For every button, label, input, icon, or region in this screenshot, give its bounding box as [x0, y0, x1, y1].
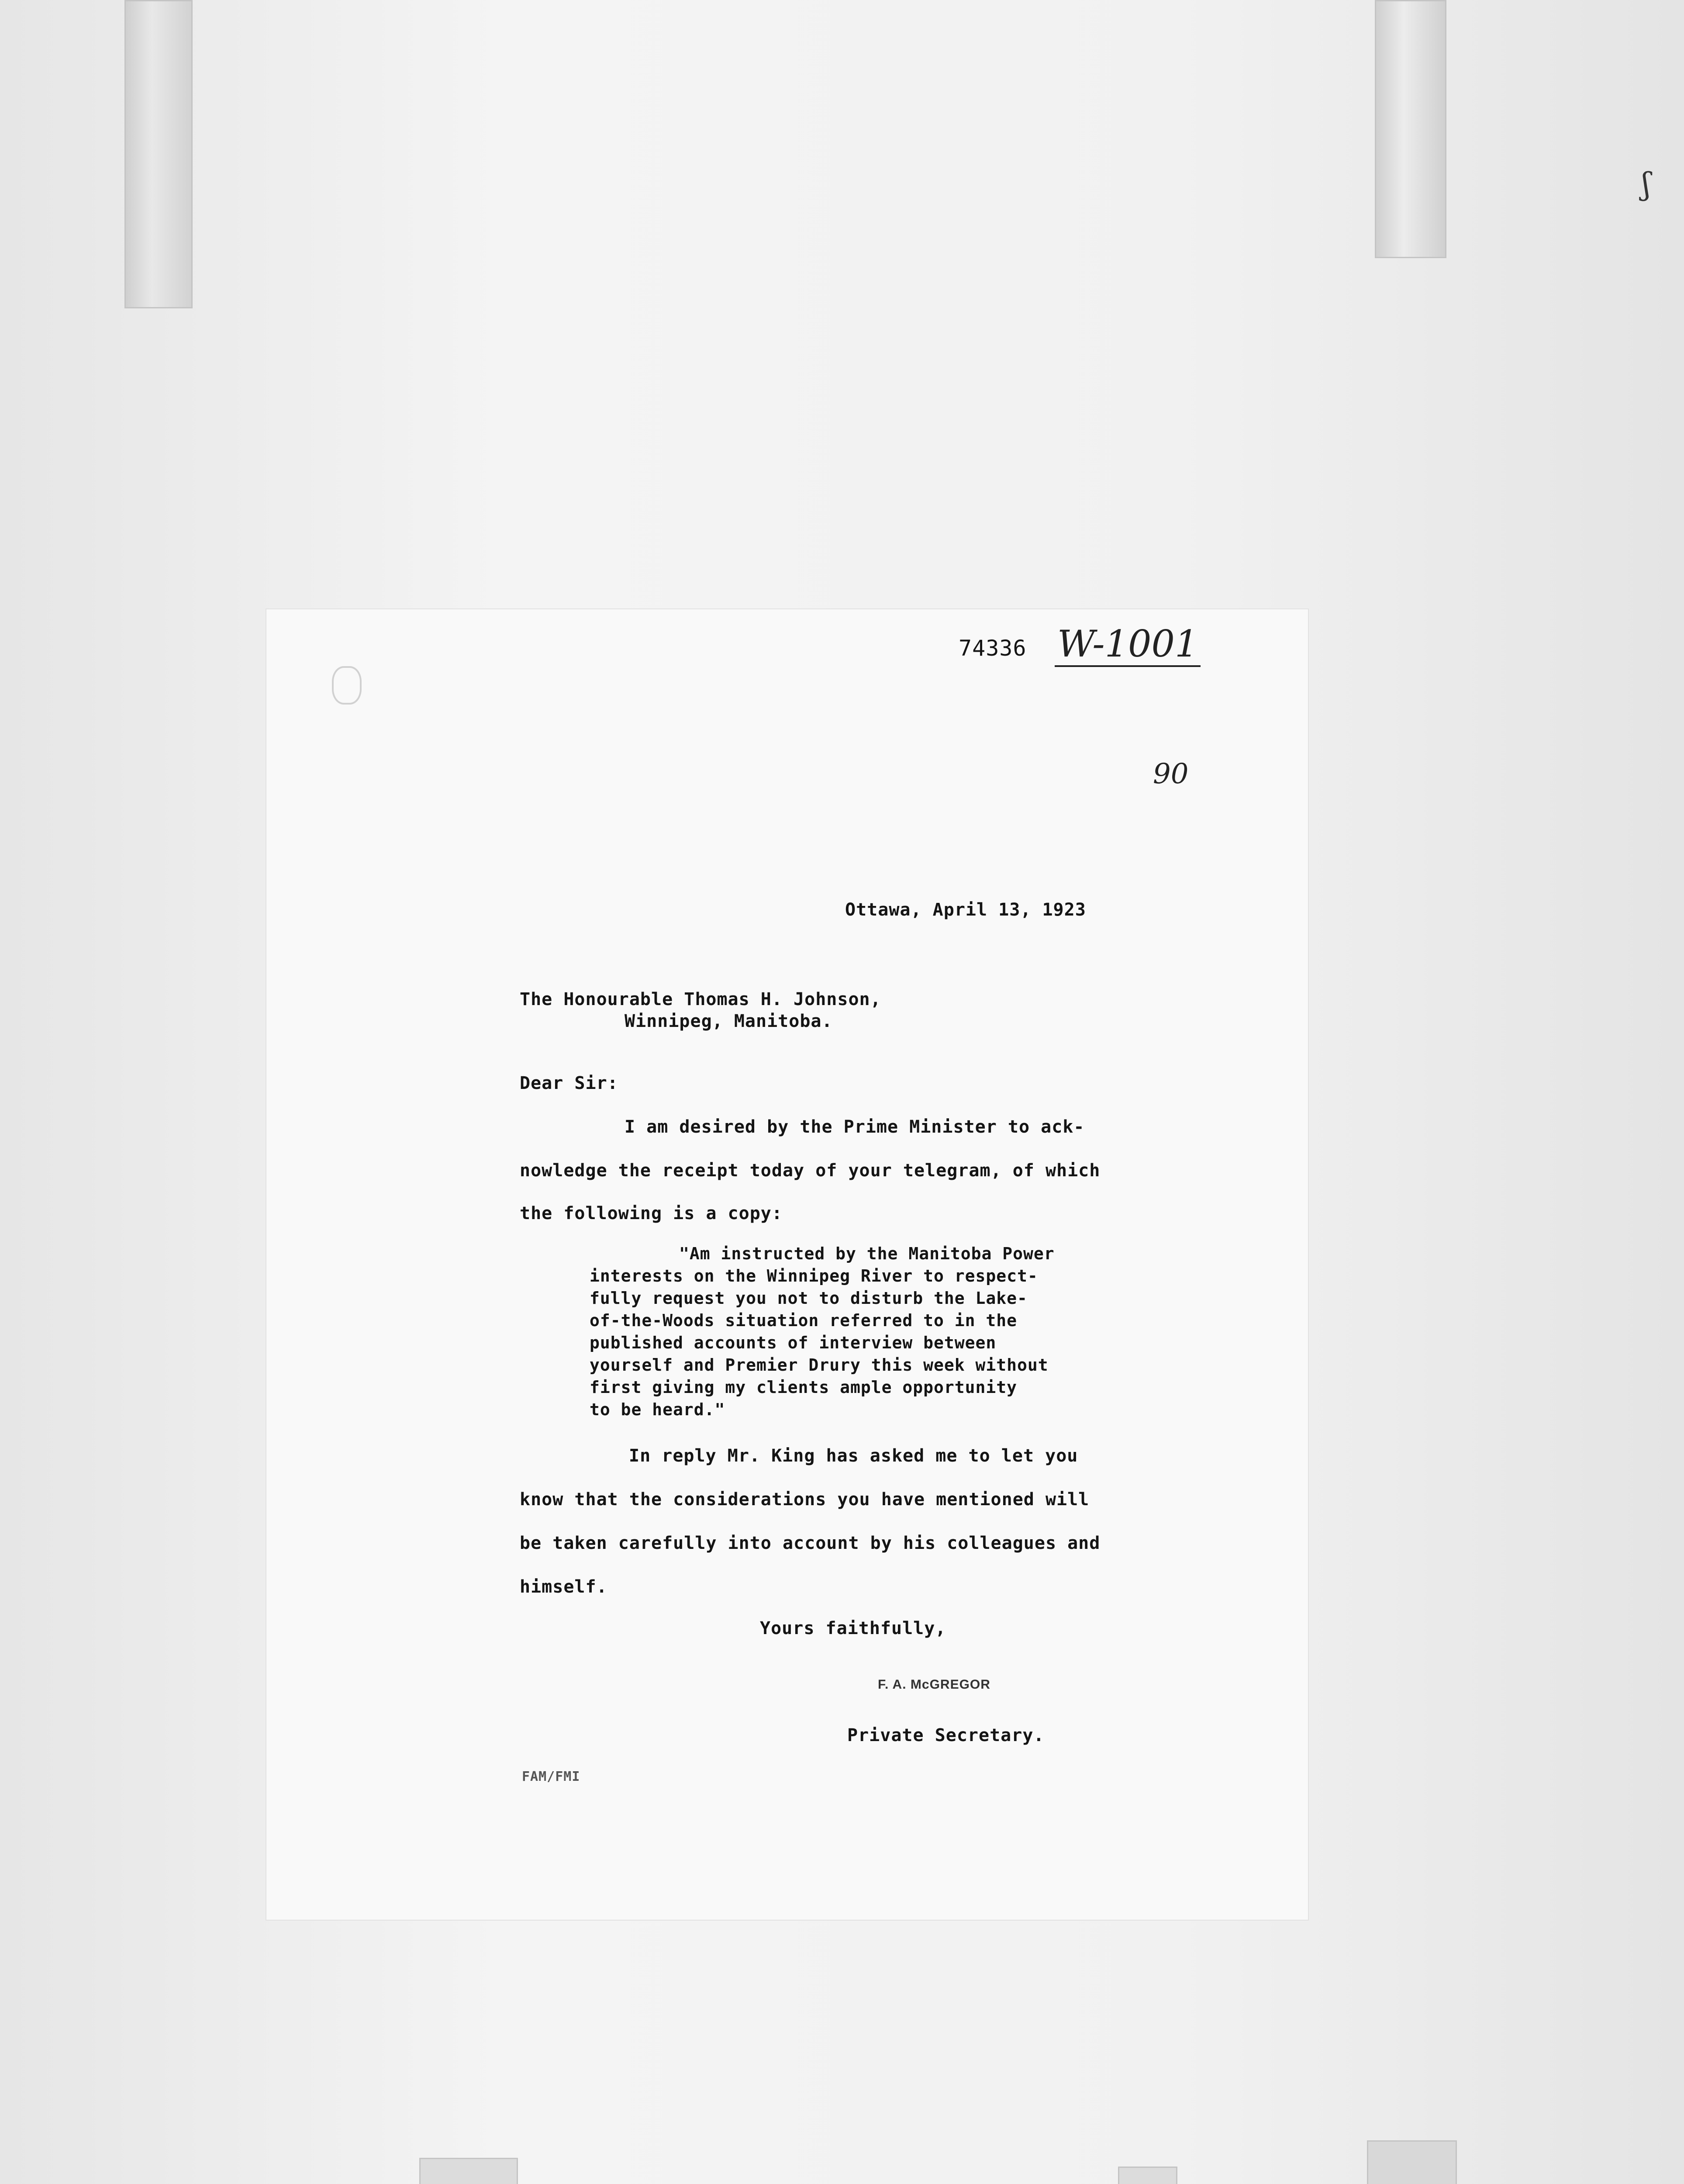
mounting-tape-bottom-center-left — [419, 2158, 518, 2184]
reply-line: be taken carefully into account by his colleagues and — [520, 1533, 1101, 1553]
recipient-place: Winnipeg, Manitoba. — [625, 1011, 833, 1031]
date-line: Ottawa, April 13, 1923 — [845, 900, 1086, 920]
edge-mark: ʃ — [1642, 166, 1651, 202]
quote-line: interests on the Winnipeg River to respect- — [590, 1266, 1038, 1286]
letter-page — [266, 609, 1308, 1920]
typist-initials: FAM/FMI — [522, 1769, 580, 1784]
quote-line: published accounts of interview between — [590, 1333, 997, 1352]
body-line: the following is a copy: — [520, 1203, 783, 1223]
mounting-tape-top-right — [1375, 0, 1446, 258]
quote-line: to be heard." — [590, 1400, 725, 1419]
mounting-tape-top-left — [124, 0, 193, 308]
quote-line: yourself and Premier Drury this week without — [590, 1355, 1049, 1375]
quote-line: of-the-Woods situation referred to in the — [590, 1311, 1017, 1330]
body-line: nowledge the receipt today of your telegram, of which — [520, 1161, 1101, 1181]
mounting-tape-bottom-center-right — [1118, 2167, 1177, 2184]
file-number: 74336 — [959, 636, 1027, 661]
reply-line: himself. — [520, 1577, 607, 1597]
quote-line: first giving my clients ample opportunity — [590, 1378, 1017, 1397]
paper-smudge — [332, 666, 362, 705]
reply-line: know that the considerations you have mentioned will — [520, 1489, 1090, 1510]
salutation: Dear Sir: — [520, 1073, 618, 1093]
signature-title: Private Secretary. — [847, 1725, 1045, 1745]
quote-line: fully request you not to disturb the Lake- — [590, 1289, 1028, 1308]
mounting-tape-bottom-right-upper — [1367, 2140, 1457, 2184]
recipient-name: The Honourable Thomas H. Johnson, — [520, 989, 881, 1009]
closing: Yours faithfully, — [760, 1618, 946, 1638]
reply-line: In reply Mr. King has asked me to let you — [629, 1446, 1078, 1466]
handwritten-page-mark: 90 — [1153, 758, 1189, 790]
signature-stamp: F. A. McGREGOR — [878, 1677, 990, 1692]
body-line: I am desired by the Prime Minister to ack- — [625, 1117, 1085, 1137]
handwritten-file-code: W-1001 — [1055, 622, 1201, 667]
quote-line: "Am instructed by the Manitoba Power — [679, 1244, 1055, 1263]
